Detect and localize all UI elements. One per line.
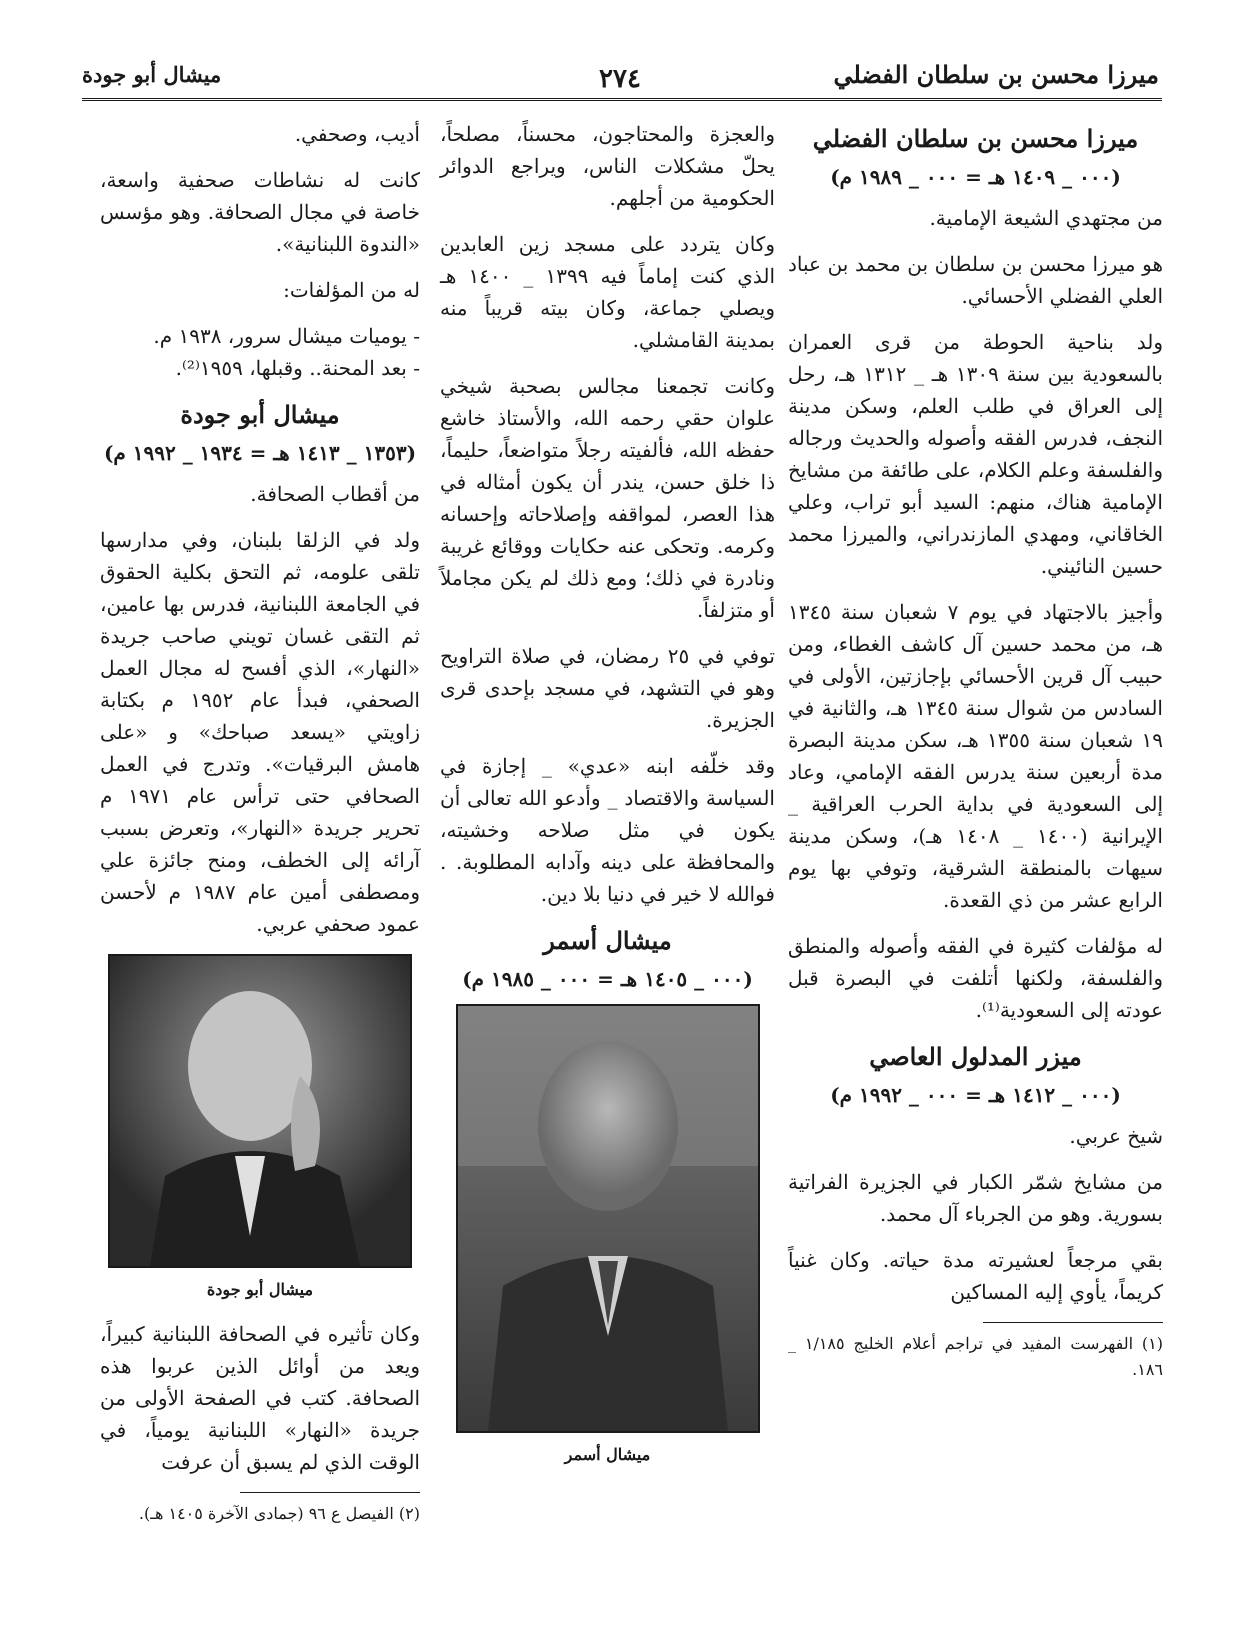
paragraph: له من المؤلفات: xyxy=(283,278,420,302)
photo-caption: ميشال أسمر xyxy=(564,1445,651,1464)
page-number: ٢٧٤ xyxy=(599,64,641,94)
paragraph: توفي في ٢٥ رمضان، في صلاة التراويح وهو في التشهد، في مسجد بإحدى قرى الجزيرة. xyxy=(440,644,775,732)
paragraph: وكان يتردد على مسجد زين العابدين الذي كنت إماماً فيه ١٣٩٩ _ ١٤٠٠ هـ ويصلي جماعة، وكان بيته قريباً منه بمدينة القامشلي. xyxy=(440,232,775,352)
footnote: (٢) الفيصل ع ٩٦ (جمادى الآخرة ١٤٠٥ هـ). xyxy=(138,1504,420,1523)
photo-caption: ميشال أبو جودة xyxy=(206,1280,314,1299)
column-right xyxy=(788,118,1163,1397)
paragraph: له مؤلفات كثيرة في الفقه وأصوله والمنطق والفلسفة، ولكنها أتلفت في البصرة قبل عودته إلى السعودية⁽¹⁾. xyxy=(788,934,1163,1022)
entry-dates: (٠٠٠ _ ١٤٠٥ هـ = ٠٠٠ _ ١٩٨٥ م) xyxy=(462,967,753,991)
paragraph: هو ميرزا محسن بن سلطان بن محمد بن عباد العلي الفضلي الأحسائي. xyxy=(788,252,1163,308)
paragraph: وأجيز بالاجتهاد في يوم ٧ شعبان سنة ١٣٤٥ هـ، من محمد حسين آل كاشف الغطاء، ومن حبيب آل قرين الأحسائي بإجازتين، الأولى في السادس من شوال سنة ١٣٤٥ هـ، والثانية في ١٩ شعبان سنة ١٣٥٥ هـ، سكن مدينة البصرة مدة أربعين سنة يدرس الفقه الإمامي، وعاد إلى السعودية في بداية الحرب العراقية _ الإيرانية (١٤٠٠ _ ١٤٠٨ هـ)، وسكن مدينة سيهات بالمنطقة الشرقية، وتوفي بها يوم الرابع عشر من ذي القعدة. xyxy=(788,600,1163,912)
paragraph: من أقطاب الصحافة. xyxy=(250,482,420,506)
portrait-image xyxy=(458,1006,758,1431)
entry-title: ميشال أبو جودة xyxy=(180,400,340,429)
entry-dates: (٠٠٠ _ ١٤١٢ هـ = ٠٠٠ _ ١٩٩٢ م) xyxy=(830,1083,1121,1107)
entry-dates: (١٣٥٣ _ ١٤١٣ هـ = ١٩٣٤ _ ١٩٩٢ م) xyxy=(103,441,417,465)
portrait-photo xyxy=(108,954,412,1268)
entry-title: ميزر المدلول العاصي xyxy=(869,1042,1082,1071)
paragraph: بقي مرجعاً لعشيرته مدة حياته. وكان غنياً كريماً، يأوي إليه المساكين xyxy=(788,1248,1163,1304)
paragraph: وكانت تجمعنا مجالس بصحبة شيخي علوان حقي رحمه الله، والأستاذ خاشع حفظه الله، فألفيته رجلاً متواضعاً، حليماً، ذا خلق حسن، يندر أن يكون أمثاله في هذا العصر، لمواقفه وإصلاحاته وإحسانه وكرمه. وتحكى عنه حكايات ووقائع غريبة ونادرة في ذلك؛ ومع ذلك لم يكن مجاملاً أو متزلفاً. xyxy=(440,374,775,622)
entry-title: ميرزا محسن بن سلطان الفضلي xyxy=(812,124,1139,153)
entry-title: ميشال أسمر xyxy=(543,926,672,955)
portrait-photo xyxy=(456,1004,760,1433)
paragraph: من مجتهدي الشيعة الإمامية. xyxy=(929,206,1163,230)
footnote-rule xyxy=(983,1322,1163,1323)
footnote-rule xyxy=(240,1492,420,1493)
column-left xyxy=(100,118,420,1541)
paragraph: وكان تأثيره في الصحافة اللبنانية كبيراً، ويعد من أوائل الذين عربوا هذه الصحافة. كتب في الصفحة الأولى من جريدة «النهار» اللبنانية يومياً، في الوقت الذي لم يسبق أن عرفت xyxy=(100,1322,420,1474)
list-item: - يوميات ميشال سرور، ١٩٣٨ م. xyxy=(100,320,420,352)
running-header-right: ميرزا محسن بن سلطان الفضلي xyxy=(833,60,1159,89)
portrait-image xyxy=(110,956,410,1266)
paragraph: كانت له نشاطات صحفية واسعة، خاصة في مجال الصحافة. وهو مؤسس «الندوة اللبنانية». xyxy=(100,168,420,256)
entry-dates: (٠٠٠ _ ١٤٠٩ هـ = ٠٠٠ _ ١٩٨٩ م) xyxy=(830,165,1121,189)
column-middle xyxy=(440,118,775,1483)
list-item: - بعد المحنة.. وقبلها، ١٩٥٩⁽²⁾. xyxy=(100,352,420,384)
paragraph: وقد خلّفه ابنه «عدي» _ إجازة في السياسة والاقتصاد _ وأدعو الله تعالى أن يكون في مثل صلاحه وخشيته، والمحافظة على دينه وآدابه المطلوبة. . فوالله لا خير في دنيا بلا دين. xyxy=(440,754,775,906)
paragraph: أديب، وصحفي. xyxy=(294,122,420,146)
header-rule xyxy=(82,98,1162,101)
running-header-left: ميشال أبو جودة xyxy=(82,62,222,87)
paragraph: ولد في الزلقا بلبنان، وفي مدارسها تلقى علومه، ثم التحق بكلية الحقوق في الجامعة اللبنانية، فدرس بها عامين، ثم التقى غسان تويني صاحب جريدة «النهار»، الذي أفسح له مجال العمل الصحفي، فبدأ عام ١٩٥٢ م بكتابة زاويتي «يسعد صباحك» و «على هامش البرقيات». وتدرج في العمل الصحافي حتى ترأس عام ١٩٧١ م تحرير جريدة «النهار»، وتعرض بسبب آرائه إلى الخطف، ومنح جائزة علي ومصطفى أمين عام ١٩٨٧ م لأحسن عمود صحفي عربي. xyxy=(100,528,421,936)
paragraph: شيخ عربي. xyxy=(1069,1124,1163,1148)
paragraph: من مشايخ شمّر الكبار في الجزيرة الفراتية بسورية. وهو من الجرباء آل محمد. xyxy=(788,1170,1163,1226)
paragraph: ولد بناحية الحوطة من قرى العمران بالسعودية بين سنة ١٣٠٩ هـ _ ١٣١٢ هـ، رحل إلى العراق في طلب العلم، وسكن مدينة النجف، فدرس الفقه وأصوله والحديث ورجاله والفلسفة وعلم الكلام، على طائفة من مشايخ الإمامية هناك، منهم: السيد أبو تراب، وعلي الخاقاني، ومهدي المازندراني، والميرزا محمد حسين النائيني. xyxy=(788,330,1163,578)
paragraph: والعجزة والمحتاجون، محسناً، مصلحاً، يحلّ مشكلات الناس، ويراجع الدوائر الحكومية من أجلهم. xyxy=(440,122,775,210)
footnote: (١) الفهرست المفيد في تراجم أعلام الخليج ١/١٨٥ _ ١٨٦. xyxy=(788,1334,1163,1379)
works-list xyxy=(100,320,420,384)
